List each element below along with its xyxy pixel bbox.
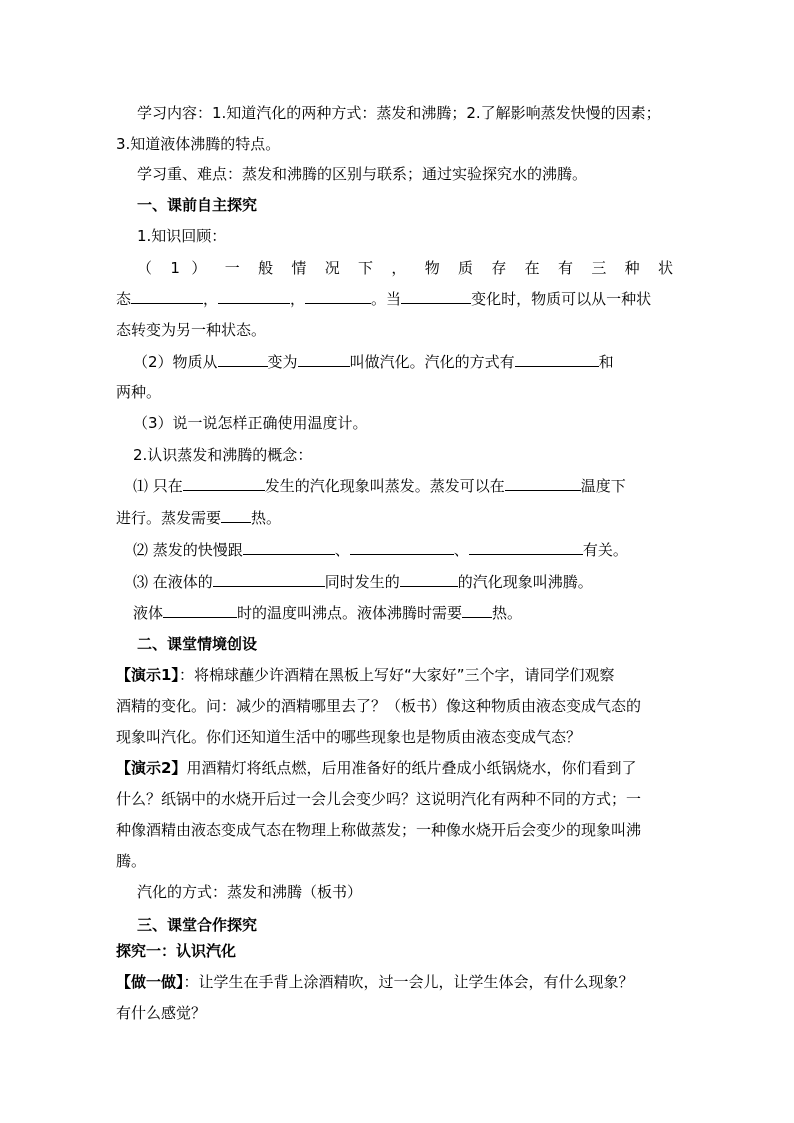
learning-content-line-1: 学习内容：1.知道汽化的两种方式：蒸发和沸腾；2.了解影响蒸发快慢的因素； <box>137 104 661 122</box>
demo-1-line-2: 酒精的变化。问：减少的酒精哪里去了？（板书）像这种物质由液态变成气态的 <box>116 697 642 715</box>
text-segment: 的汽化现象叫沸腾。 <box>457 573 593 591</box>
text-segment: 、 <box>334 541 350 559</box>
text-segment: 液体 <box>133 604 164 622</box>
text-segment: 发生的汽化现象叫蒸发。蒸发可以在 <box>264 477 505 495</box>
answer-blank[interactable] <box>243 540 335 555</box>
text-segment: 有关。 <box>582 541 628 559</box>
concept-1-line-2 <box>116 508 281 528</box>
demo-2-label: 【演示2】 <box>116 759 187 777</box>
key-points-line: 学习重、难点：蒸发和沸腾的区别与联系；通过实验探究水的沸腾。 <box>137 165 588 183</box>
text-segment: ， <box>203 290 219 308</box>
text-segment: 变为 <box>267 353 298 371</box>
answer-blank[interactable] <box>163 603 237 618</box>
text-segment: ⑴ 只在 <box>133 477 183 495</box>
section-heading-2: 二、课堂情境创设 <box>137 635 258 653</box>
answer-blank[interactable] <box>401 289 471 304</box>
text-segment: ：让学生在手背上涂酒精吹，过一会儿，让学生体会，有什么现象？ <box>183 973 634 991</box>
try-it-line-1 <box>116 972 634 992</box>
text-segment: 用酒精灯将纸点燃，后用准备好的纸片叠成小纸锅烧水，你们看到了 <box>186 759 637 777</box>
text-segment: 、 <box>453 541 469 559</box>
answer-blank[interactable] <box>505 476 581 491</box>
answer-blank[interactable] <box>298 352 350 367</box>
text-segment: 温度下 <box>580 477 626 495</box>
try-it-line-2: 有什么感觉？ <box>116 1004 207 1022</box>
text-segment: ， <box>290 290 306 308</box>
demo-1-line-1 <box>116 665 614 685</box>
text-segment: 热。 <box>251 509 282 527</box>
answer-blank[interactable] <box>218 289 290 304</box>
answer-blank[interactable] <box>469 540 583 555</box>
text-segment: 变化时，物质可以从一种状 <box>471 290 652 308</box>
text-segment: 进行。蒸发需要 <box>116 509 222 527</box>
section-heading-1: 一、课前自主探究 <box>137 196 258 214</box>
answer-blank[interactable] <box>515 352 599 367</box>
boiling-point-line <box>133 603 522 623</box>
answer-blank[interactable] <box>131 289 203 304</box>
answer-blank[interactable] <box>183 476 265 491</box>
exploration-1-heading: 探究一：认识汽化 <box>116 942 237 960</box>
text-segment: ：将棉球蘸少许酒精在黑板上写好“大家好”三个字，请同学们观察 <box>178 666 615 684</box>
answer-blank[interactable] <box>350 540 454 555</box>
question-2-line-2: 两种。 <box>116 383 162 401</box>
text-segment: 同时发生的 <box>324 573 400 591</box>
demo-2-line-1 <box>116 758 636 778</box>
concept-2-line <box>133 540 628 560</box>
text-segment: （2）物质从 <box>133 353 218 371</box>
answer-blank[interactable] <box>218 352 268 367</box>
question-1-line-2 <box>116 289 651 309</box>
learning-content-line-2: 3.知道液体沸腾的特点。 <box>116 135 281 153</box>
answer-blank[interactable] <box>400 572 458 587</box>
vaporization-methods-line: 汽化的方式：蒸发和沸腾（板书） <box>137 883 363 901</box>
question-2-line-1 <box>133 352 614 372</box>
answer-blank[interactable] <box>221 508 251 523</box>
text-segment: 时的温度叫沸点。液体沸腾时需要 <box>237 604 463 622</box>
try-it-label: 【做一做】 <box>116 973 184 991</box>
question-3-line: （3）说一说怎样正确使用温度计。 <box>133 414 368 432</box>
question-1-line-1: （ 1 ） 一 般 情 况 下 ， 物 质 存 在 有 三 种 状 <box>137 259 673 277</box>
text-segment: 和 <box>598 353 614 371</box>
text-segment: ⑵ 蒸发的快慢跟 <box>133 541 243 559</box>
demo-1-label: 【演示1】 <box>116 666 179 684</box>
concept-3-line <box>133 572 593 592</box>
text-segment: 态 <box>116 290 132 308</box>
concept-heading: 2.认识蒸发和沸腾的概念： <box>133 446 313 464</box>
answer-blank[interactable] <box>213 572 325 587</box>
demo-2-line-2: 什么？纸锅中的水烧开后过一会儿会变少吗？这说明汽化有两种不同的方式；一 <box>116 790 642 808</box>
concept-1-line-1 <box>133 476 626 496</box>
text-segment: ⑶ 在液体的 <box>133 573 213 591</box>
text-segment: 。当 <box>371 290 402 308</box>
answer-blank[interactable] <box>462 603 492 618</box>
section-heading-3: 三、课堂合作探究 <box>137 916 258 934</box>
demo-1-line-3: 现象叫汽化。你们还知道生活中的哪些现象也是物质由液态变成气态？ <box>116 728 582 746</box>
question-1-line-3: 态转变为另一种状态。 <box>116 321 267 339</box>
answer-blank[interactable] <box>305 289 371 304</box>
demo-2-line-3: 种像酒精由液态变成气态在物理上称做蒸发；一种像水烧开后会变少的现象叫沸 <box>116 821 642 839</box>
demo-2-line-4: 腾。 <box>116 852 147 870</box>
text-segment: 叫做汽化。汽化的方式有 <box>349 353 515 371</box>
knowledge-review-label: 1.知识回顾： <box>137 227 227 245</box>
text-segment: 热。 <box>492 604 523 622</box>
